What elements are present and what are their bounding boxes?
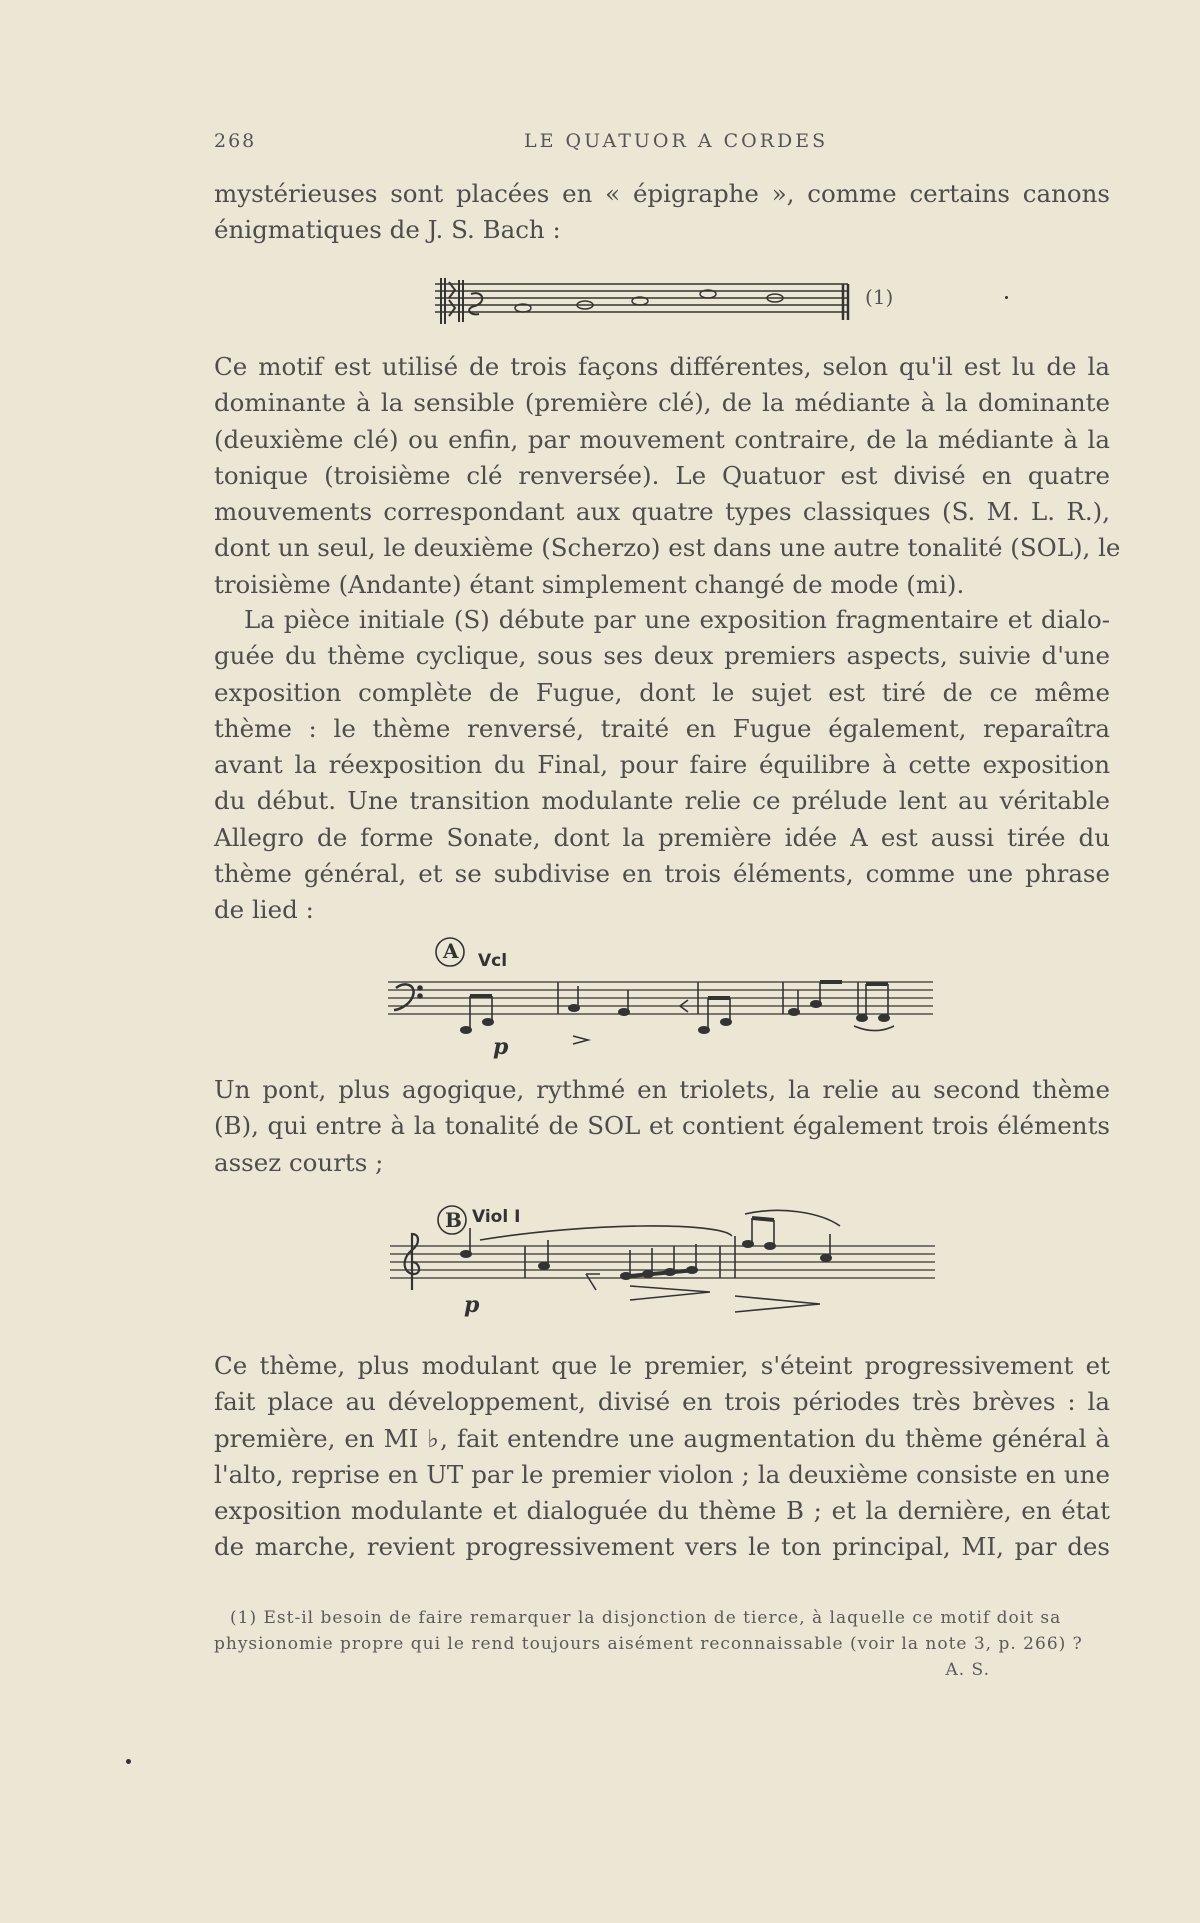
footnote-line: physionomie propre qui le rend toujours aisément reconnaissable (voir la note 3, p. 266) ? — [214, 1634, 1083, 1654]
text-line: guée du thème cyclique, sous ses deux premiers aspects, suivie d'une — [214, 641, 1110, 671]
text-line: exposition modulante et dialoguée du thème B ; et la dernière, en état — [214, 1496, 1110, 1526]
text-line: mouvements correspondant aux quatre types classiques (S. M. L. R.), — [214, 497, 1110, 527]
speck — [1005, 296, 1008, 299]
text-line: thème : le thème renversé, traité en Fugue également, reparaîtra — [214, 713, 1110, 743]
text-line: l'alto, reprise en UT par le premier violon ; la deuxième consiste en une — [214, 1459, 1110, 1489]
dynamic-marking: p — [493, 1034, 509, 1060]
running-title: LE QUATUOR A CORDES — [524, 130, 829, 152]
theme-letter-a: A — [443, 939, 459, 963]
running-header — [214, 130, 1110, 160]
music-example-a — [388, 936, 948, 1061]
instrument-label: Viol I — [472, 1207, 521, 1227]
footnote-line: (1) Est-il besoin de faire remarquer la disjonction de tierce, à laquelle ce motif doit sa — [230, 1608, 1062, 1628]
text-line: dominante à la sensible (première clé), de la médiante à la dominante — [214, 388, 1110, 418]
paragraph-5 — [214, 1348, 1110, 1566]
text-line: exposition complète de Fugue, dont le sujet est tiré de ce même — [214, 677, 1110, 707]
text-line: Allegro de forme Sonate, dont la première idée A est aussi tirée du — [214, 822, 1110, 852]
speck — [126, 1759, 131, 1764]
text-line: La pièce initiale (S) débute par une exposition fragmentaire et dialo- — [244, 605, 1110, 634]
text-line: de marche, revient progressivement vers le ton principal, MI, par des — [214, 1532, 1110, 1562]
text-line: Un pont, plus agogique, rythmé en triolets, la relie au second thème — [214, 1075, 1110, 1104]
text-line: assez courts ; — [214, 1147, 384, 1177]
instrument-label: Vcl — [478, 951, 508, 971]
text-line: troisième (Andante) étant simplement changé de mode (mi). — [214, 569, 965, 599]
text-line: Ce thème, plus modulant que le premier, s'éteint progressivement et — [214, 1351, 1110, 1380]
text-line: Ce motif est utilisé de trois façons différentes, selon qu'il est lu de la — [214, 352, 1110, 381]
paragraph-2 — [214, 349, 1121, 603]
paragraph-1 — [214, 176, 1110, 249]
paragraph-4 — [214, 1072, 1110, 1181]
footnote — [214, 1605, 1110, 1683]
paragraph-3 — [214, 602, 1110, 929]
text-line: du début. Une transition modulante relie ce prélude lent au véritable — [214, 786, 1110, 816]
text-line: mystérieuses sont placées en « épigraphe », comme certains canons — [214, 179, 1110, 208]
theme-letter-b: B — [445, 1208, 462, 1232]
text-line: (B), qui entre à la tonalité de SOL et contient également trois éléments — [214, 1111, 1110, 1141]
footnote-marker: (1) — [865, 285, 894, 309]
text-line: avant la réexposition du Final, pour faire équilibre à cette exposition — [214, 750, 1110, 780]
text-line: première, en MI ♭, fait entendre une augmentation du thème général à — [214, 1423, 1110, 1453]
text-line: tonique (troisième clé renversée). Le Quatuor est divisé en quatre — [214, 460, 1110, 490]
footnote-signature: A. S. — [945, 1660, 990, 1680]
text-line: de lied : — [214, 895, 314, 925]
page-number: 268 — [214, 130, 257, 152]
music-example-motif — [435, 272, 915, 332]
text-line: dont un seul, le deuxième (Scherzo) est dans une autre tonalité (SOL), le — [214, 533, 1121, 563]
dynamic-marking: p — [464, 1292, 480, 1318]
music-example-b — [390, 1200, 950, 1320]
text-line: thème général, et se subdivise en trois éléments, comme une phrase — [214, 859, 1110, 889]
text-line: (deuxième clé) ou enfin, par mouvement contraire, de la médiante à la — [214, 424, 1110, 454]
text-line: énigmatiques de J. S. Bach : — [214, 215, 561, 245]
text-line: fait place au développement, divisé en trois périodes très brèves : la — [214, 1387, 1110, 1417]
